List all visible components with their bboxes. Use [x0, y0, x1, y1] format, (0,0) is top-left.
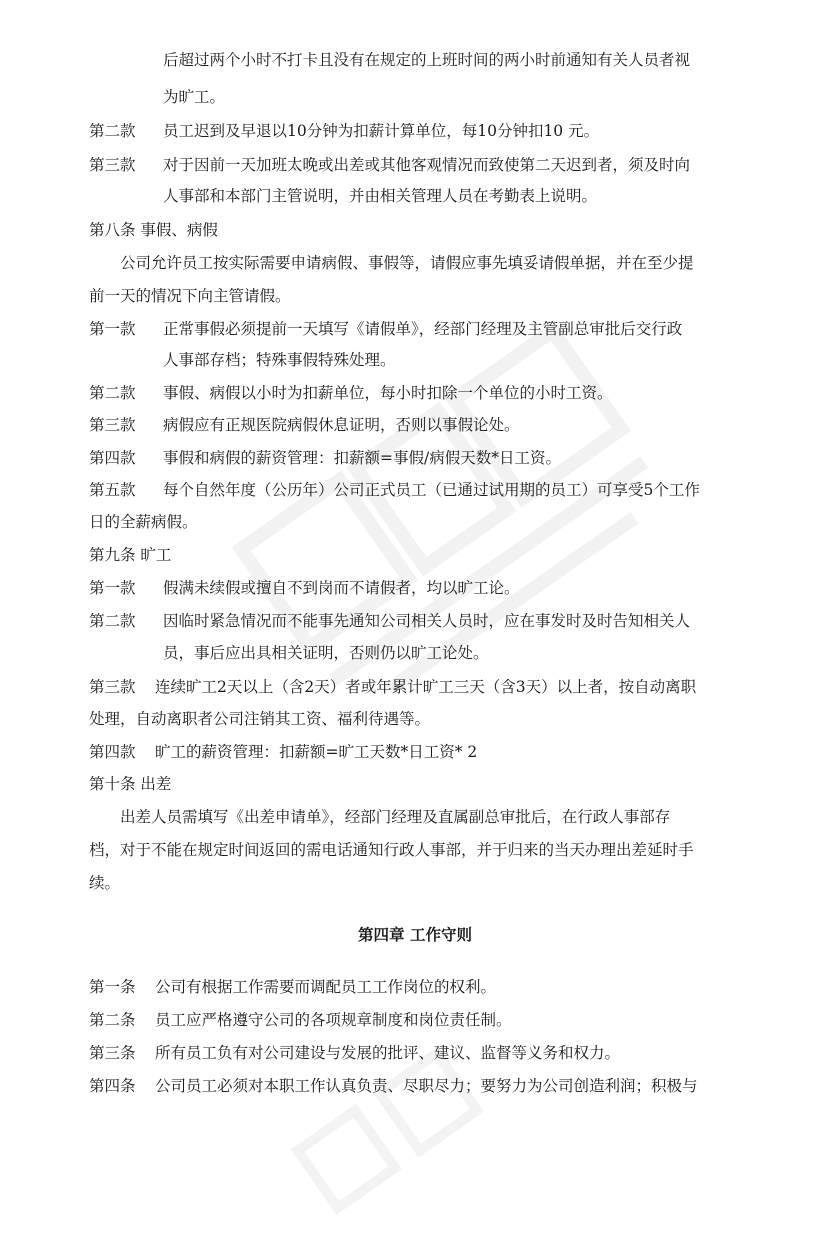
paragraph-line: 公司有根据工作需要而调配员工工作岗位的权利。 — [155, 978, 497, 996]
paragraph-line: 公司员工必须对本职工作认真负责、尽职尽力；要努力为公司创造利润；积极与 — [155, 1077, 698, 1095]
article-heading: 第十条 出差 — [89, 775, 172, 793]
paragraph-line: 出差人员需填写《出差申请单》，经部门经理及直属副总审批后，在行政人事部存 — [120, 808, 671, 826]
article-heading: 第八条 事假、病假 — [89, 221, 218, 239]
paragraph-line: 人事部和本部门主管说明，并由相关管理人员在考勤表上说明。 — [163, 187, 598, 205]
paragraph-line: 对于因前一天加班太晚或出差或其他客观情况而致使第二天迟到者，须及时向 — [163, 156, 691, 174]
paragraph-line: 每个自然年度（公历年）公司正式员工（已通过试用期的员工）可享受5个工作 — [163, 481, 700, 499]
paragraph-line: 续。 — [89, 874, 121, 892]
chapter-heading: 第四章 工作守则 — [358, 925, 472, 944]
paragraph-line: 连续旷工2天以上（含2天）者或年累计旷工三天（含3天）以上者，按自动离职 — [155, 678, 697, 696]
article-label: 第一条 — [89, 978, 136, 996]
paragraph-line: 所有员工负有对公司建设与发展的批评、建议、监督等义务和权力。 — [155, 1044, 621, 1062]
clause-label: 第二款 — [89, 384, 136, 402]
clause-label: 第四款 — [89, 449, 136, 467]
article-label: 第三条 — [89, 1044, 136, 1062]
paragraph-line: 旷工的薪资管理：扣薪额=旷工天数*日工资* 2 — [155, 743, 478, 761]
paragraph-line: 正常事假必须提前一天填写《请假单》，经部门经理及主管副总审批后交行政 — [163, 320, 683, 338]
clause-label: 第二款 — [89, 612, 136, 630]
article-label: 第二条 — [89, 1011, 136, 1029]
paragraph-line: 处理，自动离职者公司注销其工资、福利待遇等。 — [89, 710, 431, 728]
paragraph-line: 事假、病假以小时为扣薪单位，每小时扣除一个单位的小时工资。 — [163, 384, 613, 402]
paragraph-line: 事假和病假的薪资管理：扣薪额=事假/病假天数*日工资。 — [163, 449, 561, 467]
watermark-graphic-lower — [284, 1033, 517, 1246]
clause-label: 第一款 — [89, 320, 136, 338]
paragraph-line: 公司允许员工按实际需要申请病假、事假等，请假应事先填妥请假单据，并在至少提 — [120, 254, 694, 272]
clause-label: 第三款 — [89, 156, 136, 174]
paragraph-line: 后超过两个小时不打卡且没有在规定的上班时间的两小时前通知有关人员者视 — [163, 51, 691, 69]
paragraph-line: 病假应有正规医院病假休息证明，否则以事假论处。 — [163, 416, 520, 434]
paragraph-line: 人事部存档；特殊事假特殊处理。 — [163, 351, 396, 369]
paragraph-line: 员工应严格遵守公司的各项规章制度和岗位责任制。 — [155, 1011, 512, 1029]
clause-label: 第五款 — [89, 481, 136, 499]
paragraph-line: 假满未续假或擅自不到岗而不请假者，均以旷工论。 — [163, 579, 520, 597]
paragraph-line: 日的全薪病假。 — [89, 513, 198, 531]
paragraph-line: 为旷工。 — [163, 88, 226, 106]
paragraph-line: 员，事后应出具相关证明，否则仍以旷工论处。 — [163, 644, 489, 662]
clause-label: 第二款 — [89, 122, 136, 140]
article-label: 第四条 — [89, 1077, 136, 1095]
paragraph-line: 前一天的情况下向主管请假。 — [89, 287, 291, 305]
clause-label: 第三款 — [89, 678, 136, 696]
clause-label: 第一款 — [89, 579, 136, 597]
article-heading: 第九条 旷工 — [89, 546, 172, 564]
clause-label: 第三款 — [89, 416, 136, 434]
paragraph-line: 员工迟到及早退以10分钟为扣薪计算单位，每10分钟扣10 元。 — [163, 122, 600, 140]
paragraph-line: 因临时紧急情况而不能事先通知公司相关人员时，应在事发时及时告知相关人 — [163, 612, 691, 630]
clause-label: 第四款 — [89, 743, 136, 761]
paragraph-line: 档，对于不能在规定时间返回的需电话通知行政人事部，并于归来的当天办理出差延时手 — [89, 841, 694, 859]
